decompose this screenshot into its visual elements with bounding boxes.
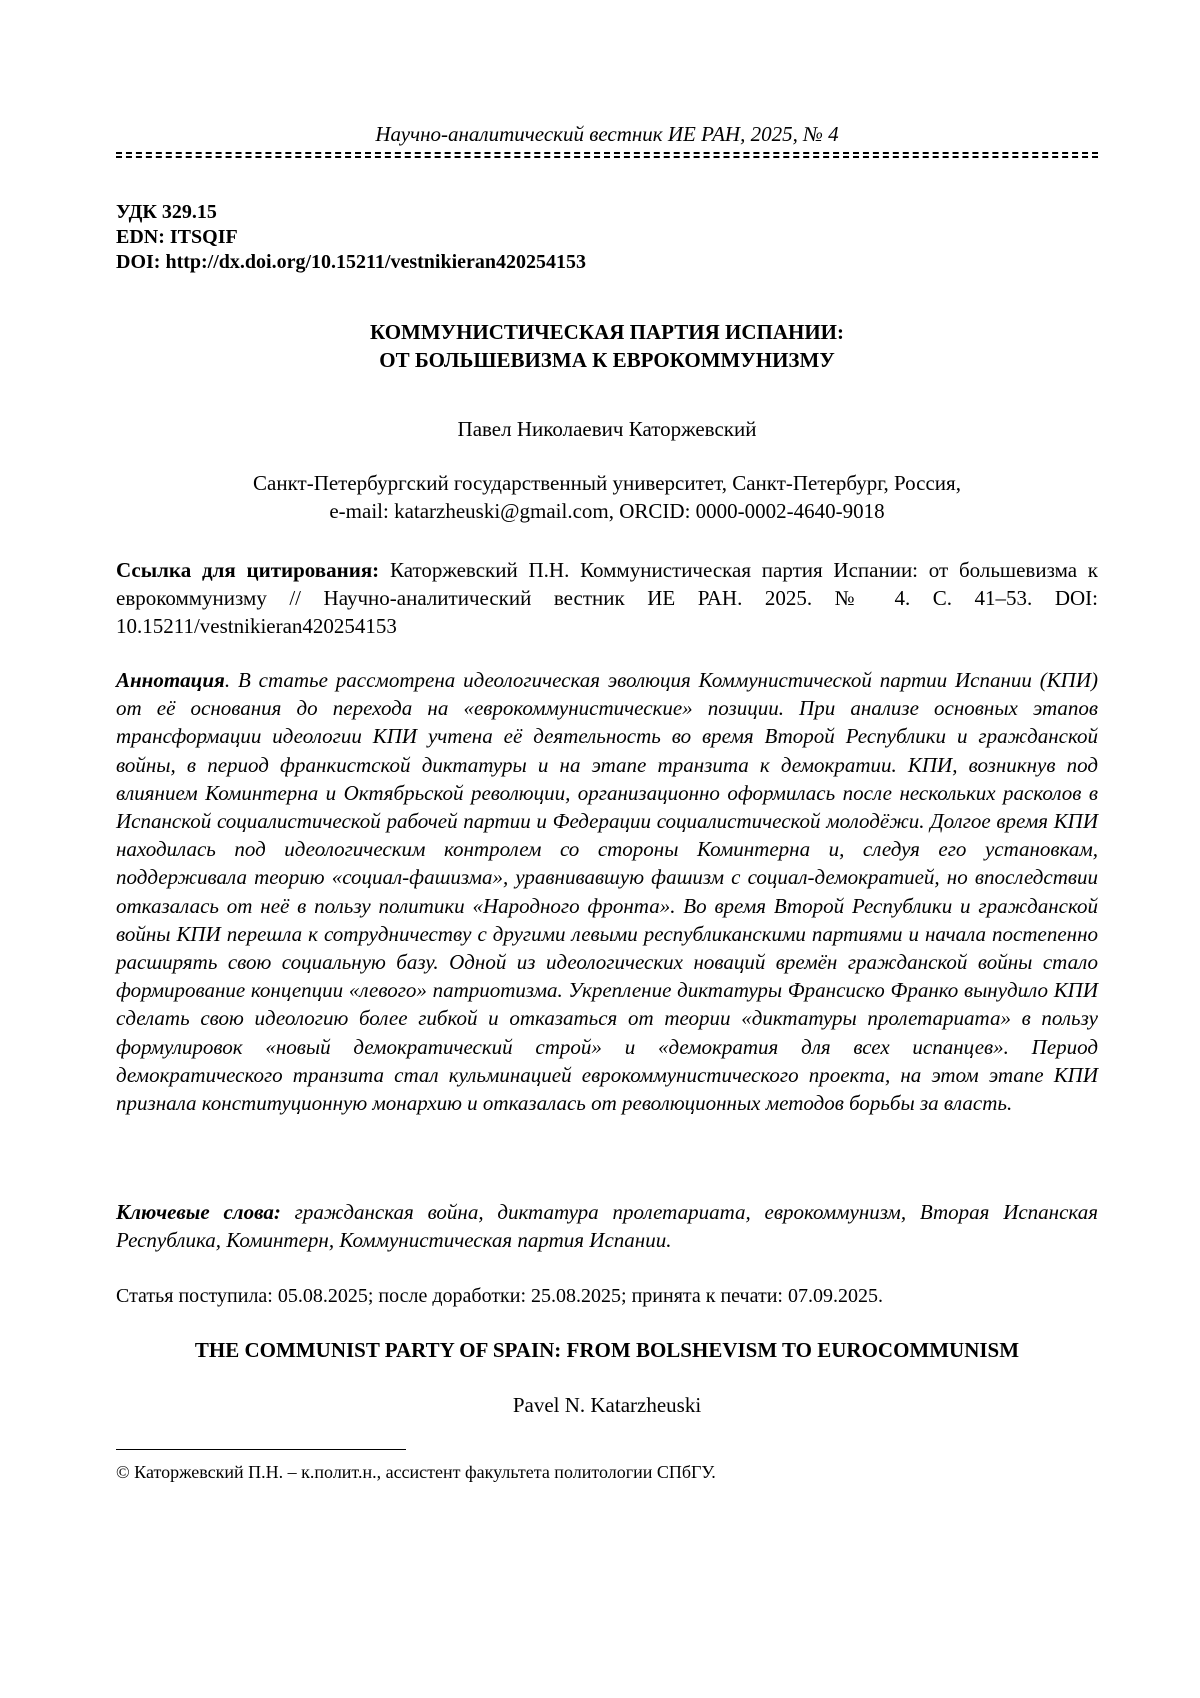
citation-block [116,556,1098,640]
author-footnote: © Каторжевский П.Н. – к.полит.н., ассистент факультета политологии СПбГУ. [116,1462,716,1482]
running-head: Научно-аналитический вестник ИЕ РАН, 2025, № 4 [375,122,839,146]
title-line-1: КОММУНИСТИЧЕСКАЯ ПАРТИЯ ИСПАНИИ: [370,320,844,344]
abstract-block [116,666,1098,1117]
author-name: Павел Николаевич Каторжевский [457,417,757,441]
author-affiliation [116,469,1098,525]
keywords-text: гражданская война, диктатура пролетариата, еврокоммунизм, Вторая Испанская Республика, Коминтерн, Коммунистическая партия Испании. [116,1200,1098,1252]
abstract-text: . В статье рассмотрена идеологическая эволюция Коммунистической партии Испании (КПИ) от её основания до перехода на «еврокоммунистические» позиции. При анализе основных этапов трансформации идеологии КПИ учтена её деятельность во время Второй Республики и гражданской войны, в период франкистской диктатуры и на этапе транзита к демократии. КПИ, возникнув под влиянием Коминтерна и Октябрьской революции, организационно оформилась после нескольких расколов в Испанской социалистической рабочей партии и Федерации социалистической молодёжи. Долгое время КПИ находилась под идеологическим контролем со стороны Коминтерна и, следуя его установкам, поддерживала теорию «социал-фашизма», уравнивавшую фашизм с социал-демократией, но впоследствии отказалась от неё в пользу политики «Народного фронта». Во время Второй Республики и гражданской войны КПИ перешла к сотрудничеству с другими левыми республиканскими партиями и начала постепенно расширять свою социальную базу. Одной из идеологических новаций времён гражданской войны стало формирование концепции «левого» патриотизма. Укрепление диктатуры Франсиско Франко вынудило КПИ сделать свою идеологию более гибкой и отказаться от теории «диктатуры пролетариата» в пользу формулировок «новый демократический строй» и «демократия для всех испанцев». Период демократического транзита стал кульминацией еврокоммунистического проекта, на этом этапе КПИ признала конституционную монархию и отказалась от революционных методов борьбы за власть. [116,668,1098,1116]
edn-code: EDN: ITSQIF [116,226,238,248]
citation-text: Каторжевский П.Н. Коммунистическая партия Испании: от большевизма к еврокоммунизму // Научно-аналитический вестник ИЕ РАН. 2025. № 4. С. 41–53. DOI: 10.15211/vestnikieran420254153 [116,558,1099,638]
footnote-rule [116,1449,406,1450]
article-meta [116,200,586,275]
citation-label: Ссылка для цитирования: [116,558,380,582]
udk-code: УДК 329.15 [116,201,217,223]
header-double-rule [116,152,1098,158]
affiliation-line-2: e-mail: katarzheuski@gmail.com, ORCID: 0000-0002-4640-9018 [329,499,885,523]
keywords-block [116,1198,1098,1254]
english-title: THE COMMUNIST PARTY OF SPAIN: FROM BOLSHEVISM TO EUROCOMMUNISM [194,1338,1020,1362]
submission-dates: Статья поступила: 05.08.2025; после доработки: 25.08.2025; принята к печати: 07.09.2025. [116,1285,883,1307]
keywords-label: Ключевые слова: [116,1200,281,1224]
title-line-2: ОТ БОЛЬШЕВИЗМА К ЕВРОКОММУНИЗМУ [379,348,835,372]
english-author: Pavel N. Katarzheuski [512,1393,702,1417]
article-title [116,318,1098,374]
doi-link[interactable]: DOI: http://dx.doi.org/10.15211/vestnikieran420254153 [116,251,587,273]
affiliation-line-1: Санкт-Петербургский государственный университет, Санкт-Петербург, Россия, [253,471,961,495]
abstract-label: Аннотация [116,668,225,692]
